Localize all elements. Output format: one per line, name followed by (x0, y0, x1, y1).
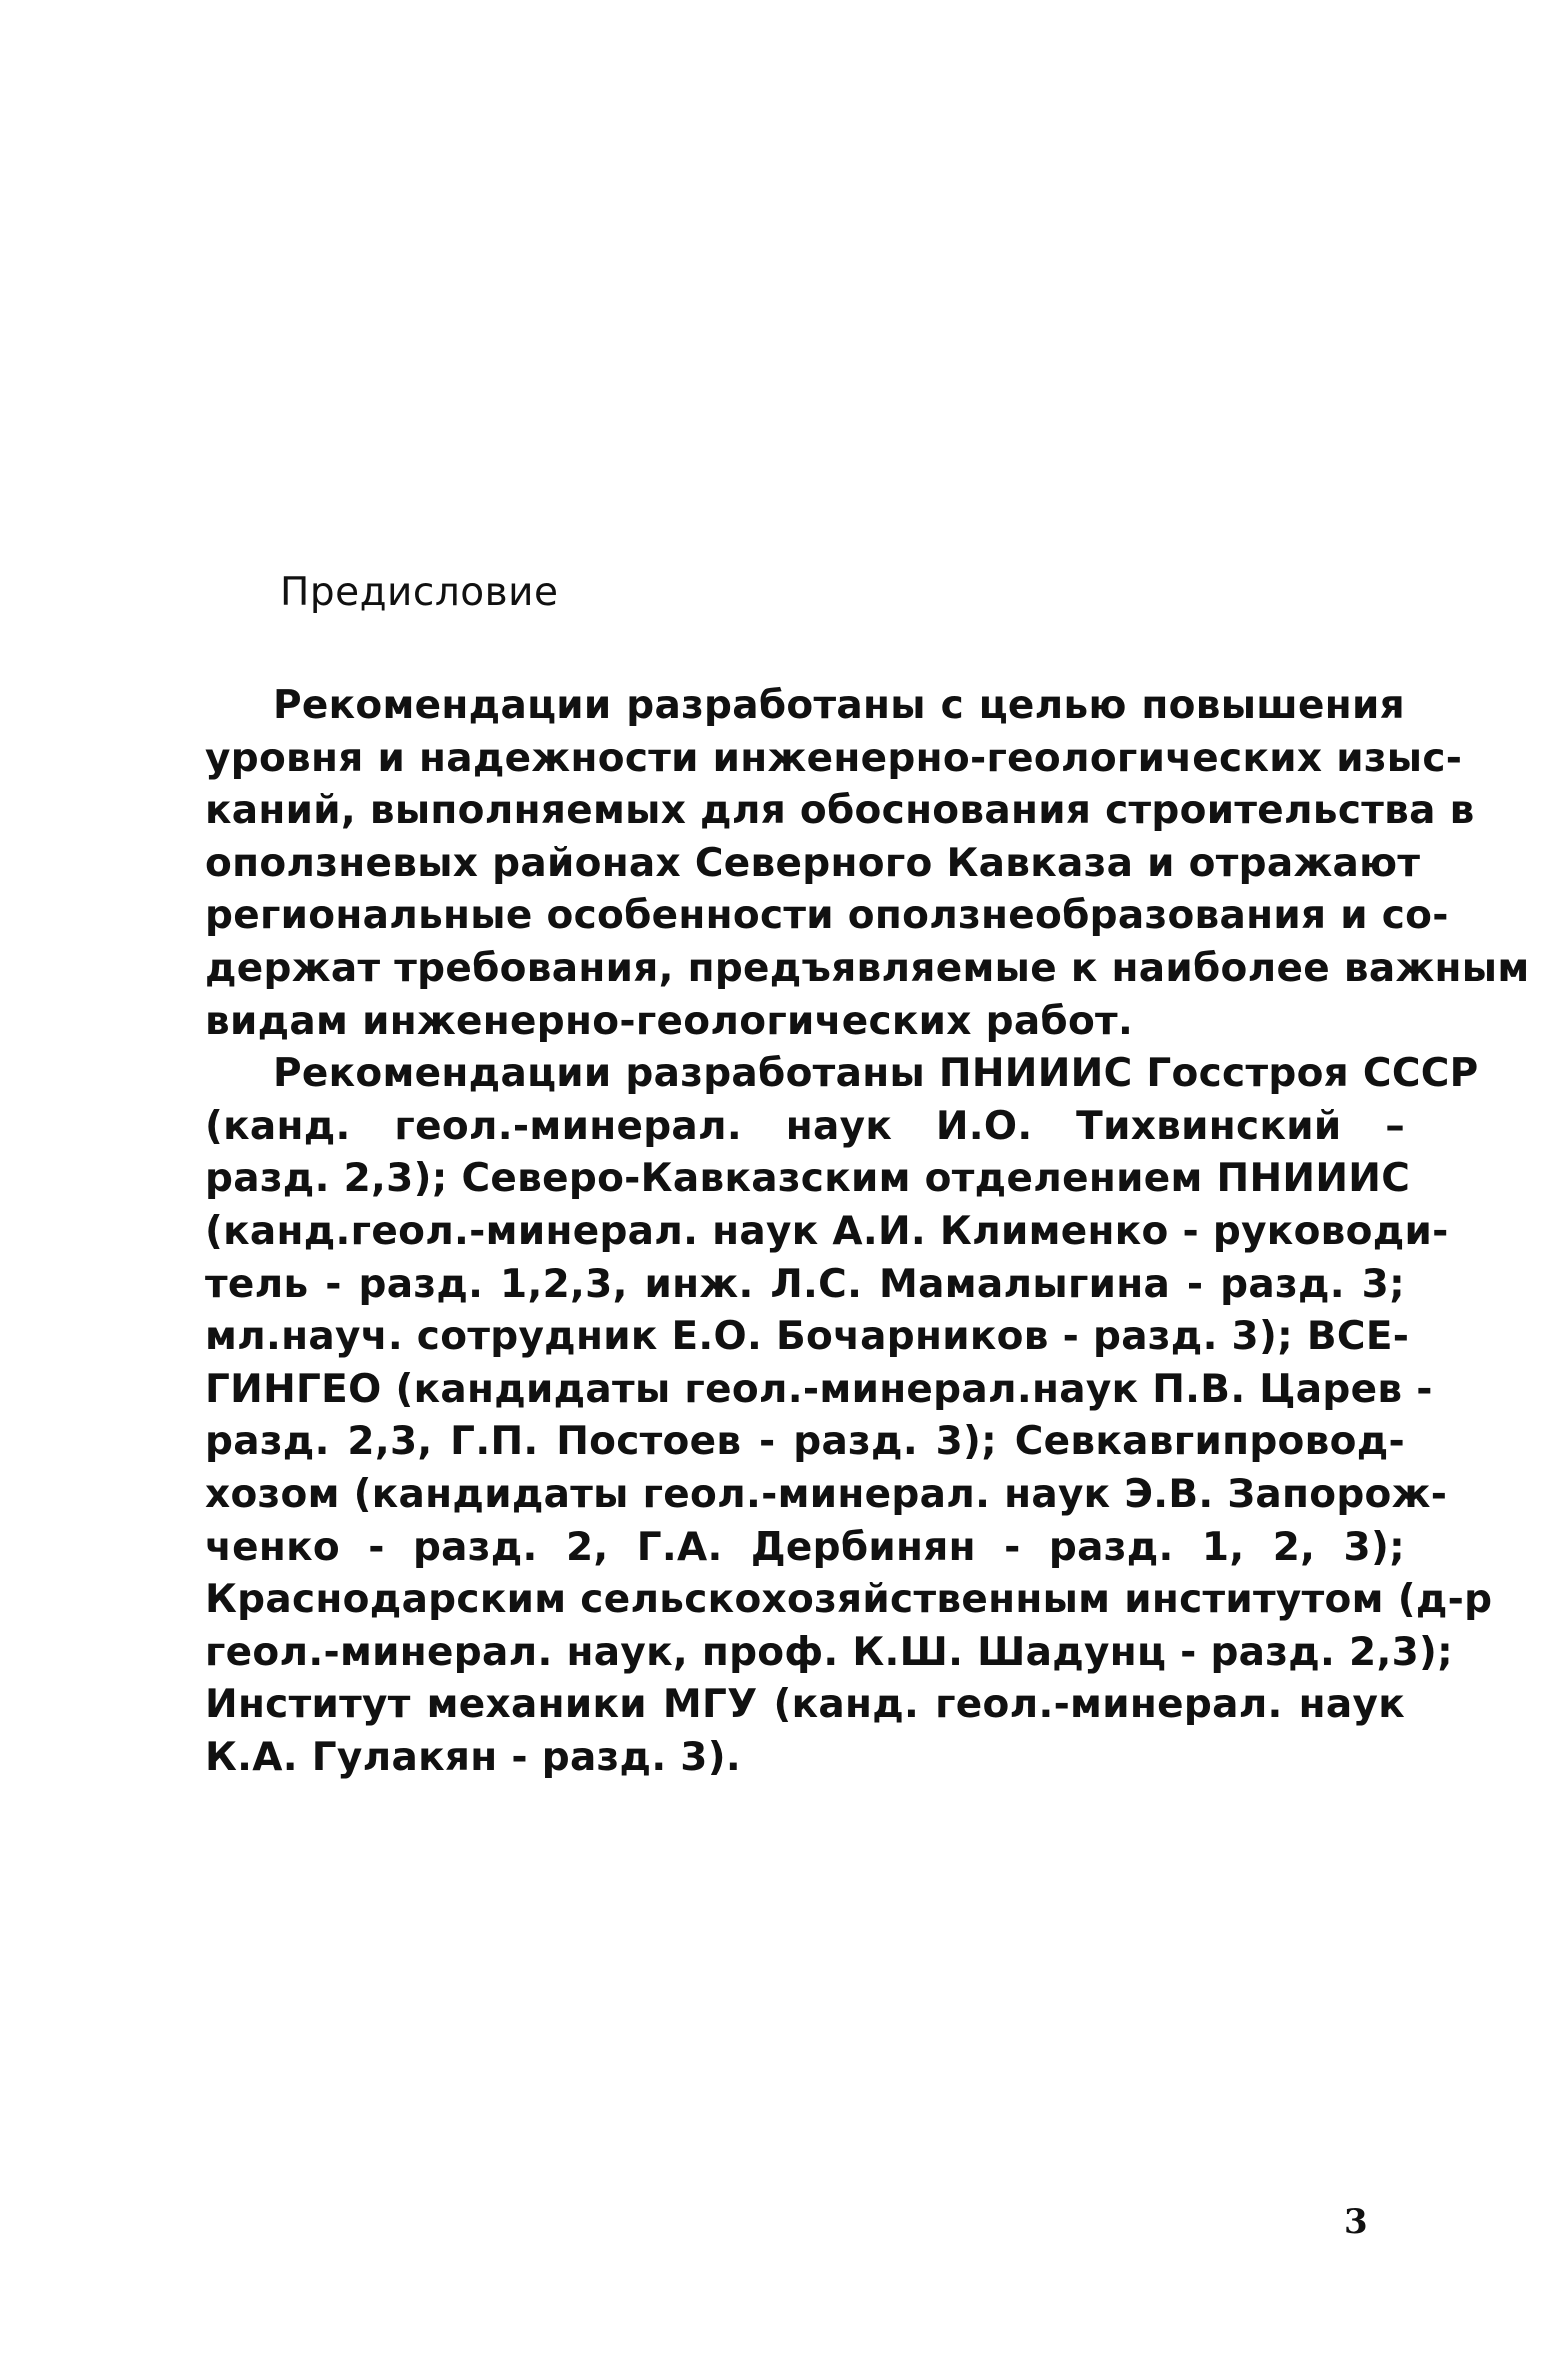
text-line: Краснодарским сельскохозяйственным институтом (д-р (205, 1577, 1493, 1623)
text-line: держат требования, предъявляемые к наиболее важным (205, 945, 1530, 991)
text-line: ГИНГЕО (кандидаты геол.-минерал.наук П.В. Царев - (205, 1366, 1433, 1412)
text-line: региональные особенности оползнеобразования и со- (205, 893, 1449, 939)
text-line: хозом (кандидаты геол.-минерал. наук Э.В. Запорож- (205, 1471, 1448, 1517)
text-line: мл.науч. сотрудник Е.О. Бочарников - разд. 3); ВСЕ- (205, 1314, 1410, 1360)
preface-body (205, 680, 1530, 1784)
text-line: тель - разд. 1,2,3, инж. Л.С. Мамалыгина - разд. 3; (205, 1261, 1405, 1307)
text-line: разд. 2,3, Г.П. Постоев - разд. 3); Севкавгипровод- (205, 1419, 1405, 1465)
text-line: Институт механики МГУ (канд. геол.-минерал. наук (205, 1682, 1405, 1728)
text-line: каний, выполняемых для обоснования строительства в (205, 788, 1475, 834)
text-line: ченко - разд. 2, Г.А. Дербинян - разд. 1, 2, 3); (205, 1524, 1405, 1570)
text-line: геол.-минерал. наук, проф. К.Ш. Шадунц - разд. 2,3); (205, 1629, 1454, 1675)
text-line: видам инженерно-геологических работ. (205, 998, 1134, 1044)
text-line: Рекомендации разработаны ПНИИИС Госстроя СССР (273, 1051, 1479, 1097)
text-line: (канд.геол.-минерал. наук А.И. Клименко - руководи- (205, 1208, 1449, 1254)
paragraph (205, 1048, 1493, 1784)
text-line: разд. 2,3); Северо-Кавказским отделением ПНИИИС (205, 1156, 1411, 1202)
paragraph (205, 680, 1530, 1048)
text-line: К.А. Гулакян - разд. 3). (205, 1734, 741, 1780)
text-line: Рекомендации разработаны с целью повышения (273, 683, 1405, 728)
page-title: Предисловие (280, 570, 559, 615)
text-line: оползневых районах Северного Кавказа и отражают (205, 840, 1421, 886)
text-line: уровня и надежности инженерно-геологических изыс- (205, 735, 1463, 781)
page-number: 3 (1344, 2202, 1368, 2242)
text-line: (канд. геол.-минерал. наук И.О. Тихвинский – (205, 1103, 1405, 1149)
